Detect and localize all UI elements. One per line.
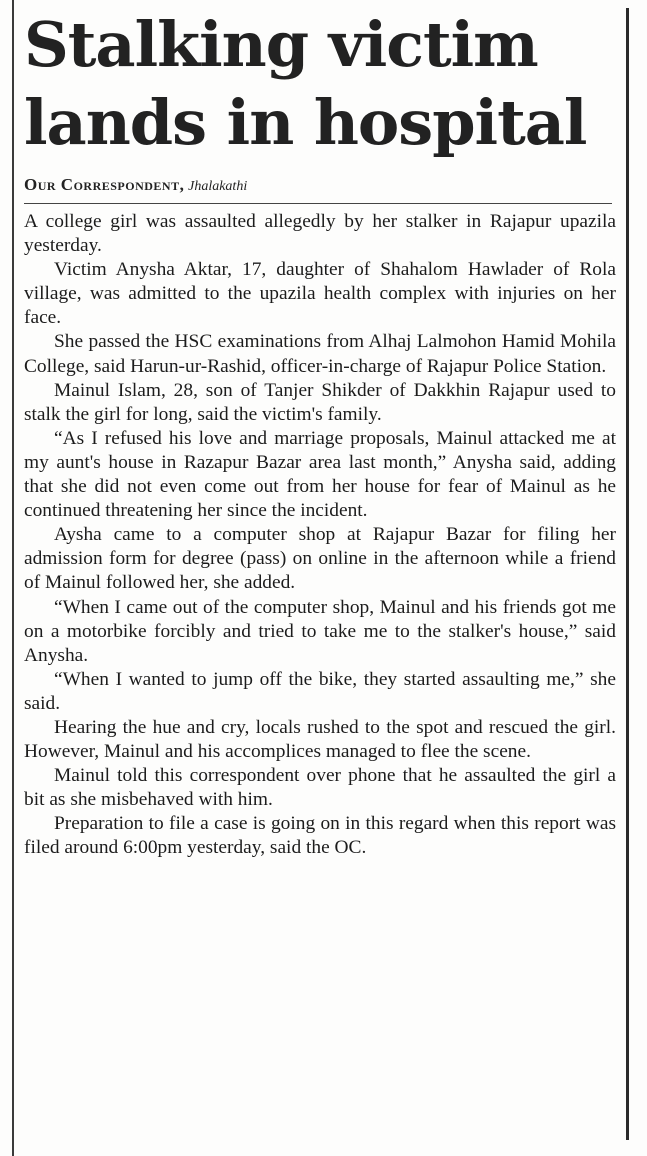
- right-column-rule: [626, 8, 629, 1140]
- paragraph-2: Victim Anysha Aktar, 17, daughter of Shahalom Hawlader of Rola village, was admitted to the upazila health complex with injuries on her face.: [24, 259, 616, 329]
- byline-author: Our Correspondent,: [24, 175, 185, 194]
- byline-location: Jhalakathi: [188, 179, 248, 194]
- byline-divider: [24, 203, 612, 204]
- article-headline: Stalking victim lands in hospital: [24, 8, 587, 159]
- paragraph-6: Aysha came to a computer shop at Rajapur Bazar for filing her admission form for degree (pass) on online in the afternoon while a friend of Mainul followed her, she added.: [24, 524, 616, 594]
- article-body: [24, 210, 616, 861]
- paragraph-3: She passed the HSC examinations from Alhaj Lalmohon Hamid Mohila College, said Harun-ur-Rashid, officer-in-charge of Rajapur Police Station.: [24, 331, 616, 377]
- paragraph-4: Mainul Islam, 28, son of Tanjer Shikder of Dakkhin Rajapur used to stalk the girl for long, said the victim's family.: [24, 379, 616, 425]
- paragraph-7: “When I came out of the computer shop, Mainul and his friends got me on a motorbike forcibly and tried to take me to the stalker's house,” said Anysha.: [24, 596, 616, 666]
- byline: [24, 176, 616, 196]
- paragraph-9: Hearing the hue and cry, locals rushed to the spot and rescued the girl. However, Mainul and his accomplices managed to flee the scene.: [24, 716, 616, 763]
- paragraph-8: “When I wanted to jump off the bike, they started assaulting me,” she said.: [24, 668, 616, 714]
- paragraph-5: “As I refused his love and marriage proposals, Mainul attacked me at my aunt's house in Razapur Bazar area last month,” Anysha said, adding that she did not even come out from her house for fear of Mainul as he continued threatening her since the incident.: [24, 427, 616, 522]
- paragraph-10: Mainul told this correspondent over phone that he assaulted the girl a bit as she misbehaved with him.: [24, 765, 616, 811]
- news-article: [24, 6, 616, 861]
- paragraph-11: Preparation to file a case is going on in this regard when this report was filed around 6:00pm yesterday, said the OC.: [24, 813, 616, 859]
- paragraph-1: A college girl was assaulted allegedly by her stalker in Rajapur upazila yesterday.: [24, 211, 616, 257]
- left-column-rule: [12, 0, 14, 1156]
